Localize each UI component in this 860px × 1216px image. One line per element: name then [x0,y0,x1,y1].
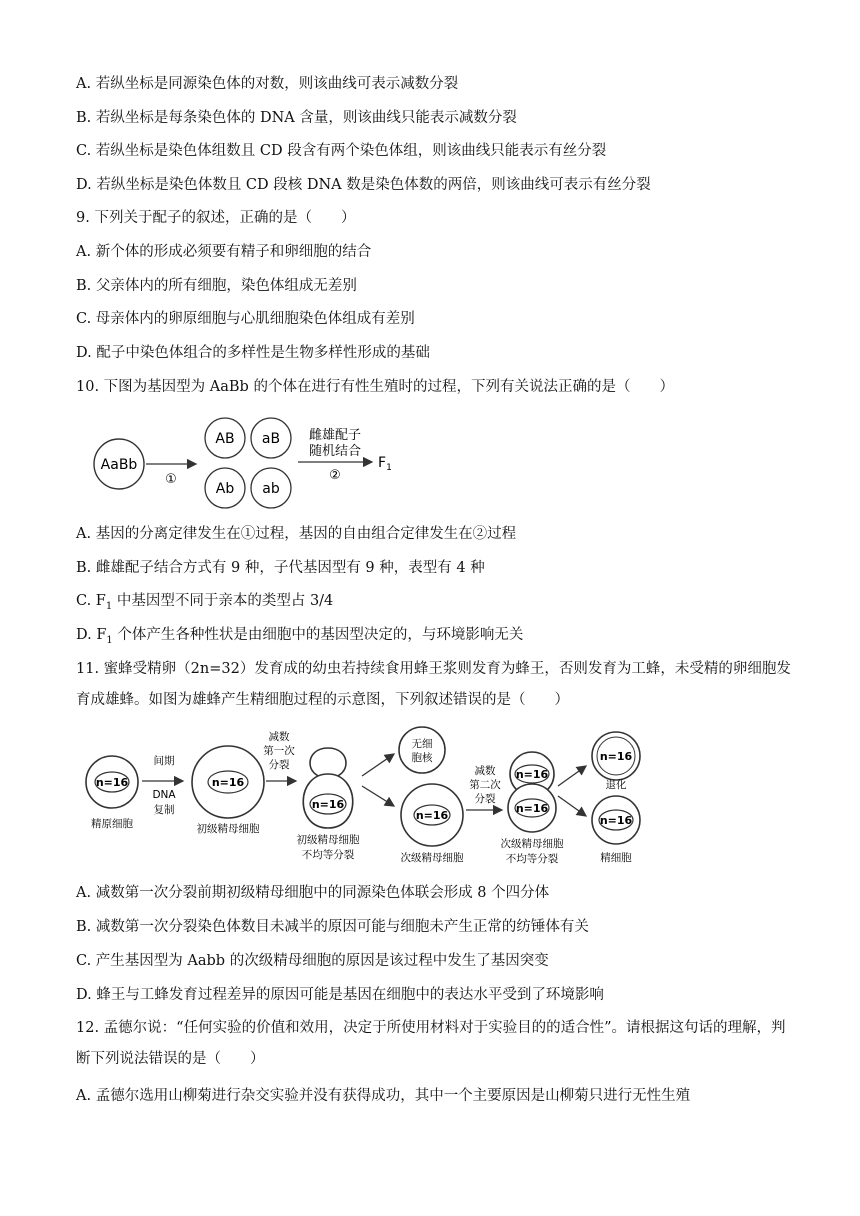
q10-option-b: B. 雌雄配子结合方式有 9 种，子代基因型有 9 种，表型有 4 种 [76,560,485,576]
f1-label: $F_1$ [378,455,392,473]
q11-option-b: B. 减数第一次分裂染色体数目未减半的原因可能与细胞未产生正常的纺锤体有关 [76,919,589,935]
secondary-spermatocyte [401,784,463,846]
svg-text:n=16: n=16 [211,776,245,789]
q9-option-d: D. 配子中染色体组合的多样性是生物多样性形成的基础 [76,345,430,361]
svg-text:n=16: n=16 [95,776,129,789]
q11-option-c: C. 产生基因型为 Aabb 的次级精母细胞的原因是该过程中发生了基因突变 [76,953,549,969]
cell-label-secondary: 次级精母细胞 [400,852,464,864]
cell-label-primary: 初级精母细胞 [196,823,260,835]
meiosis2-label-1: 减数 [474,765,496,777]
degenerating-cell [592,732,640,780]
q10-option-c: C. $F_1$ 中基因型不同于亲本的类型占 3/4 [76,593,334,612]
svg-text:n=16: n=16 [311,798,345,811]
cell-label-dividing-secondary-1: 次级精母细胞 [500,838,564,850]
cell-label-dividing-secondary-2: 不均等分裂 [505,853,559,865]
q10-figure [88,412,408,512]
gamete-upper-a-lower-b [205,468,245,508]
q8-option-d: D. 若纵坐标是染色体数且 CD 段核 DNA 数是染色体数的两倍，则该曲线可表示有丝分裂 [76,177,651,193]
q11-stem: 11. 蜜蜂受精卵（2n=32）发育成的幼虫若持续食用蜂王浆则发育为蜂王，否则发育为工蜂，未受精的卵细胞发育成雄蜂。如图为雄蜂产生精细胞过程的示意图，下列叙述错误的是（ ） [76,661,791,708]
svg-text:n=16: n=16 [415,809,449,822]
svg-text:aB: aB [261,431,281,447]
q10-option-d: D. $F_1$ 个体产生各种性状是由细胞中的基因型决定的，与环境影响无关 [76,627,524,646]
fertilization-label-2: 随机结合 [308,444,362,459]
arrow-to-degenerate [558,766,586,786]
q11-figure [82,726,658,868]
cell-label-dividing-primary-2: 不均等分裂 [301,849,355,861]
fertilization-label-1: 雌雄配子 [308,428,362,443]
anucleate-cell [399,727,445,773]
q9-stem: 9. 下列关于配子的叙述，正确的是（ ） [76,210,356,226]
interphase-label-3: 复制 [153,804,175,816]
cell-label-degenerate: 退化 [605,779,627,791]
gamete-lower-a-upper-b [251,418,291,458]
svg-text:n=16: n=16 [515,768,549,781]
spermatogonium [86,756,138,808]
interphase-label-2: DNA [152,789,176,801]
dividing-primary-spermatocyte [303,748,353,828]
meiosis1-label-1: 减数 [268,731,290,743]
svg-text:n=16: n=16 [599,814,633,827]
q9-option-b: B. 父亲体内的所有细胞，染色体组成无差别 [76,278,357,294]
svg-text:无细: 无细 [411,738,433,750]
gamete-ab-upper [205,418,245,458]
step-2-label: ② [329,468,341,483]
q8-option-c: C. 若纵坐标是染色体组数且 CD 段含有两个染色体组，则该曲线只能表示有丝分裂 [76,143,607,159]
arrow-to-anucleate [362,754,394,776]
q10-stem: 10. 下图为基因型为 AaBb 的个体在进行有性生殖时的过程，下列有关说法正确的是（ ） [76,379,674,395]
sperm-cell [592,796,640,844]
cell-label-spermatogonium: 精原细胞 [91,818,133,830]
svg-text:n=16: n=16 [599,750,633,763]
arrow-to-sperm [558,796,586,816]
q11-option-d: D. 蜂王与工蜂发育过程差异的原因可能是基因在细胞中的表达水平受到了环境影响 [76,987,604,1003]
arrow-to-secondary [362,786,394,806]
meiosis1-label-2: 第一次 [263,745,295,757]
meiosis1-label-3: 分裂 [268,759,290,771]
cell-label-dividing-primary-1: 初级精母细胞 [296,834,360,846]
meiosis2-label-3: 分裂 [474,793,496,805]
svg-text:AaBb: AaBb [100,457,138,473]
svg-text:AB: AB [215,431,235,447]
q11-option-a: A. 减数第一次分裂前期初级精母细胞中的同源染色体联会形成 8 个四分体 [76,885,550,901]
step-1-label: ① [165,472,177,487]
svg-text:n=16: n=16 [515,802,549,815]
interphase-label-1: 间期 [153,755,175,767]
cell-label-sperm: 精细胞 [600,852,632,864]
svg-text:ab: ab [262,481,280,497]
q9-option-a: A. 新个体的形成必须要有精子和卵细胞的结合 [76,244,372,260]
q8-option-b: B. 若纵坐标是每条染色体的 DNA 含量，则该曲线只能表示减数分裂 [76,110,517,126]
primary-spermatocyte [192,746,264,818]
q10-option-a: A. 基因的分离定律发生在①过程，基因的自由组合定律发生在②过程 [76,526,517,542]
gamete-ab-lower [251,468,291,508]
parent-cell [94,439,144,489]
q8-option-a: A. 若纵坐标是同源染色体的对数，则该曲线可表示减数分裂 [76,76,459,92]
q9-option-c: C. 母亲体内的卵原细胞与心肌细胞染色体组成有差别 [76,311,415,327]
q12-stem: 12. 孟德尔说：“任何实验的价值和效用，决定于所使用材料对于实验目的的适合性”。请根据这句话的理解，判断下列说法错误的是（ ） [76,1020,786,1067]
q12-option-a: A. 孟德尔选用山柳菊进行杂交实验并没有获得成功，其中一个主要原因是山柳菊只进行无性生殖 [76,1088,691,1104]
meiosis2-label-2: 第二次 [469,779,501,791]
dividing-secondary-spermatocyte [508,752,556,832]
svg-text:Ab: Ab [215,481,235,497]
svg-text:胞核: 胞核 [411,752,433,764]
